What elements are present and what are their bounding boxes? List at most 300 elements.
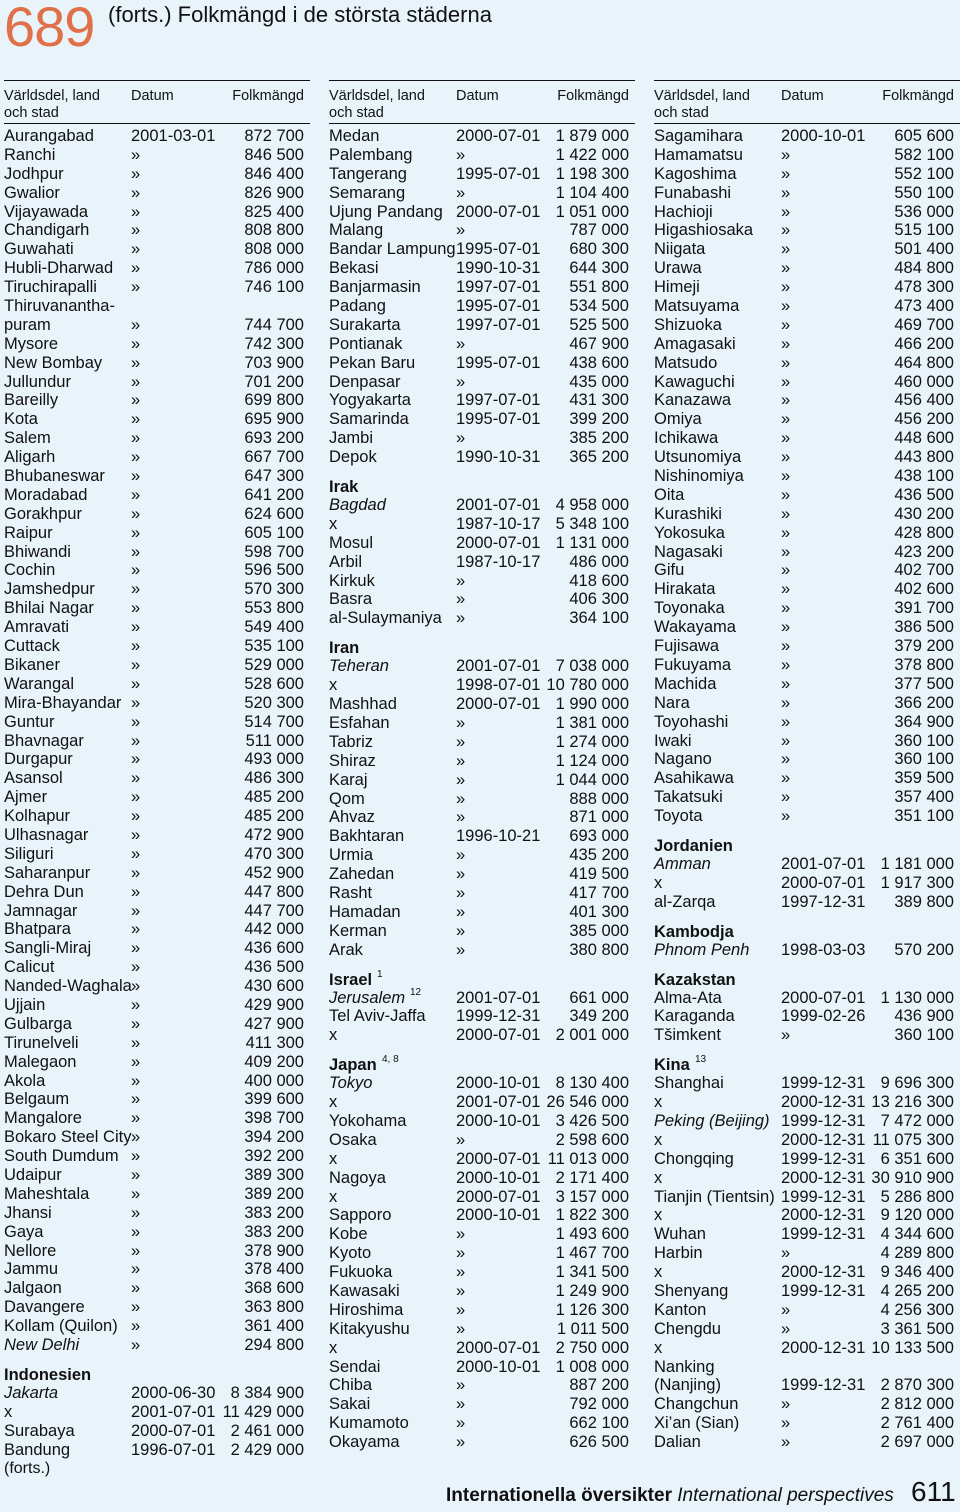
population-cell: 5 286 800 (880, 1187, 954, 1206)
date-cell: » (131, 221, 141, 240)
date-cell: 1995-07-01 (456, 164, 541, 183)
city-name: Yokosuka (654, 523, 725, 542)
city-name: Palembang (329, 145, 413, 164)
date-cell: » (781, 750, 791, 769)
table-row (654, 1206, 960, 1225)
date-cell: 1996-10-21 (456, 827, 541, 846)
population-cell: 9 346 400 (880, 1263, 954, 1282)
city-name: Changchun (654, 1395, 739, 1414)
table-row (329, 553, 635, 572)
city-name: Jodhpur (4, 164, 64, 183)
city-name: Kumamoto (329, 1414, 409, 1433)
city-name: x (654, 1130, 663, 1149)
date-cell: 2000-12-31 (781, 1206, 866, 1225)
population-cell: 667 700 (244, 448, 304, 467)
table-row (4, 769, 310, 788)
continued-note: (forts.) (4, 1460, 51, 1477)
date-cell: » (131, 1165, 141, 1184)
table-row (329, 316, 635, 335)
date-cell: » (131, 1184, 141, 1203)
table-row (329, 790, 635, 809)
population-cell: 436 600 (244, 939, 304, 958)
date-cell: 1999-12-31 (456, 1007, 541, 1026)
date-cell: » (456, 732, 466, 751)
header-date (456, 88, 499, 105)
city-name: Nanded-Waghala (4, 977, 132, 996)
city-name: Karaj (329, 770, 368, 789)
table-row (654, 637, 960, 656)
population-cell: 2 001 000 (555, 1026, 629, 1045)
date-cell: » (456, 865, 466, 884)
date-cell: 1999-12-31 (781, 1111, 866, 1130)
date-cell: » (131, 655, 141, 674)
population-cell: 360 100 (894, 731, 954, 750)
city-name: Akola (4, 1071, 46, 1090)
date-cell: » (781, 183, 791, 202)
population-cell: 825 400 (244, 202, 304, 221)
city-name: Oita (654, 485, 685, 504)
city-name: Hamamatsu (654, 145, 743, 164)
city-name: Higashiosaka (654, 221, 754, 240)
date-cell: » (781, 485, 791, 504)
table-row (4, 883, 310, 902)
city-name: Nagasaki (654, 542, 723, 561)
table-row (4, 486, 310, 505)
city-name: Bareilly (4, 391, 59, 410)
date-cell: » (456, 1319, 466, 1338)
country-heading (329, 636, 635, 657)
city-name: Osaka (329, 1130, 377, 1149)
footnote-marker: 12 (410, 986, 422, 998)
table-row (329, 733, 635, 752)
population-cell: 368 600 (244, 1279, 304, 1298)
population-cell: 1 011 500 (556, 1319, 629, 1338)
population-cell: 1 381 000 (555, 713, 629, 732)
country-heading (329, 968, 635, 989)
table-row (4, 958, 310, 977)
column-rows (329, 124, 635, 1452)
date-cell: » (456, 713, 466, 732)
table-row (329, 221, 635, 240)
population-cell: 1 126 300 (555, 1300, 629, 1319)
population-cell: 680 300 (569, 240, 629, 259)
population-cell: 443 800 (894, 448, 954, 467)
population-cell: 605 600 (894, 127, 954, 145)
population-cell: 30 910 900 (871, 1168, 954, 1187)
date-cell: » (781, 1244, 791, 1263)
city-name: Jamshedpur (4, 580, 95, 599)
population-cell: 380 800 (569, 940, 629, 959)
table-row (329, 146, 635, 165)
table-row (654, 1395, 960, 1414)
table-row (329, 986, 635, 1008)
date-cell: » (781, 259, 791, 278)
city-name: Hamadan (329, 902, 401, 921)
population-cell: 456 200 (894, 410, 954, 429)
city-name: Harbin (654, 1244, 703, 1263)
date-cell: » (131, 1279, 141, 1298)
city-name: Kobe (329, 1225, 368, 1244)
population-cell: 486 300 (244, 769, 304, 788)
population-cell: 699 800 (244, 391, 304, 410)
city-name: Surakarta (329, 315, 401, 334)
table-row (329, 1188, 635, 1207)
population-cell: 378 800 (894, 655, 954, 674)
country-heading (4, 1363, 310, 1384)
date-cell: » (781, 353, 791, 372)
table-row (4, 1185, 310, 1204)
header-date (131, 88, 174, 105)
date-cell: » (131, 467, 141, 486)
table-row (4, 259, 310, 278)
page-title: (forts.) Folkmängd i de största städerna (108, 2, 492, 27)
city-name: Dehra Dun (4, 882, 84, 901)
date-cell: » (131, 240, 141, 259)
population-cell: 1 044 000 (555, 770, 629, 789)
date-cell: » (781, 334, 791, 353)
header-city (329, 88, 453, 121)
table-row (4, 278, 310, 297)
population-cell: 742 300 (244, 334, 304, 353)
population-cell: 1 341 500 (555, 1263, 629, 1282)
city-name: Mosul (329, 533, 374, 552)
city-name: Sagamihara (654, 127, 743, 145)
date-cell: » (131, 202, 141, 221)
city-name: Kagoshima (654, 164, 737, 183)
country-heading (654, 968, 960, 989)
table-column-1 (4, 80, 310, 1459)
population-cell: 846 400 (244, 164, 304, 183)
table-row (4, 580, 310, 599)
date-cell: » (131, 523, 141, 542)
date-cell: 1997-07-01 (456, 391, 541, 410)
city-name: Mangalore (4, 1109, 82, 1128)
table-row (4, 864, 310, 883)
population-cell: 26 546 000 (546, 1093, 629, 1112)
table-row (654, 316, 960, 335)
city-name: Phnom Penh (654, 940, 750, 959)
city-name: Alma-Ata (654, 988, 722, 1007)
population-cell: 448 600 (894, 429, 954, 448)
date-cell: » (131, 901, 141, 920)
date-cell: » (781, 164, 791, 183)
city-name: Asahikawa (654, 769, 734, 788)
table-row (329, 590, 635, 609)
city-name: Bagdad (329, 496, 386, 515)
city-name: Jamnagar (4, 901, 78, 920)
city-name: Ujung Pandang (329, 202, 443, 221)
table-row (329, 846, 635, 865)
population-cell: 1 124 000 (555, 751, 629, 770)
population-cell: 11 013 000 (547, 1149, 629, 1168)
population-cell: 4 344 600 (880, 1225, 954, 1244)
table-row (4, 505, 310, 524)
city-name: Arbil (329, 552, 363, 571)
population-cell: 430 200 (894, 504, 954, 523)
table-row (329, 1131, 635, 1150)
city-name: Toyonaka (654, 599, 725, 618)
city-name: Jerusalem (329, 988, 406, 1007)
table-row (654, 1320, 960, 1339)
date-cell: » (131, 958, 141, 977)
table-row (654, 618, 960, 637)
date-cell: » (781, 693, 791, 712)
city-name: Chengdu (654, 1319, 721, 1338)
date-cell: » (131, 618, 141, 637)
city-name: Hubli-Dharwad (4, 259, 114, 278)
city-name: Kanton (654, 1300, 707, 1319)
table-row (4, 1034, 310, 1053)
table-row (329, 165, 635, 184)
population-cell: 792 000 (569, 1395, 629, 1414)
population-cell: 10 780 000 (546, 676, 629, 695)
table-row (654, 694, 960, 713)
table-row (329, 1282, 635, 1301)
date-cell: » (456, 1225, 466, 1244)
population-cell: 349 200 (569, 1007, 629, 1026)
date-cell: » (131, 693, 141, 712)
city-name: Guwahati (4, 240, 74, 259)
population-cell: 846 500 (244, 145, 304, 164)
population-cell: 399 200 (569, 410, 629, 429)
table-row (654, 1433, 960, 1452)
population-cell: 436 500 (244, 958, 304, 977)
city-name: Ulhasnagar (4, 825, 89, 844)
table-row (4, 1204, 310, 1223)
city-name: Pontianak (329, 334, 403, 353)
date-cell: » (456, 1395, 466, 1414)
city-name: Guntur (4, 712, 55, 731)
footer-title-swedish (446, 1485, 672, 1506)
date-cell: 1998-07-01 (456, 676, 541, 695)
footnote-marker: 4, 8 (382, 1054, 399, 1066)
table-row (329, 714, 635, 733)
date-cell: 2000-07-01 (456, 1026, 541, 1045)
date-cell: 1995-07-01 (456, 297, 541, 316)
city-name: Semarang (329, 183, 406, 202)
city-name: Kanazawa (654, 391, 732, 410)
date-cell: » (131, 580, 141, 599)
population-cell: 1 131 000 (555, 533, 629, 552)
date-cell: 2000-12-31 (781, 1263, 866, 1282)
city-name: Malang (329, 221, 384, 240)
date-cell: » (456, 921, 466, 940)
city-name: Bokaro Steel City (4, 1128, 132, 1147)
table-row (654, 184, 960, 203)
population-cell: 456 400 (894, 391, 954, 410)
population-cell: 485 200 (244, 807, 304, 826)
city-name: Shenyang (654, 1281, 729, 1300)
population-cell: 378 400 (244, 1260, 304, 1279)
city-name: Omiya (654, 410, 702, 429)
date-cell: » (456, 1244, 466, 1263)
population-cell: 2 761 400 (880, 1414, 954, 1433)
city-name: Amman (654, 854, 711, 873)
date-cell: » (131, 485, 141, 504)
population-cell: 452 900 (244, 863, 304, 882)
city-name: Surabaya (4, 1421, 75, 1440)
date-cell: » (456, 770, 466, 789)
date-cell: » (781, 1026, 791, 1045)
population-cell: 436 900 (894, 1007, 954, 1026)
table-row (329, 335, 635, 354)
city-name: Toyota (654, 807, 703, 826)
city-name: x (654, 1168, 663, 1187)
date-cell: 1999-12-31 (781, 1376, 866, 1395)
population-cell: 7 038 000 (555, 657, 629, 676)
population-cell: 351 100 (894, 807, 954, 826)
table-row (329, 657, 635, 676)
date-cell: 2000-10-01 (456, 1168, 541, 1187)
table-row (4, 543, 310, 562)
population-cell: 746 100 (244, 278, 304, 297)
city-name: Calicut (4, 958, 55, 977)
country-name: Kazakstan (654, 970, 736, 989)
table-row (4, 467, 310, 486)
city-name: Basra (329, 590, 373, 609)
table-row (654, 599, 960, 618)
date-cell: » (131, 183, 141, 202)
table-row (4, 750, 310, 769)
population-cell: 553 800 (244, 599, 304, 618)
table-row (654, 221, 960, 240)
city-name: Sakai (329, 1395, 371, 1414)
city-name: Hachioji (654, 202, 713, 221)
table-row (4, 373, 310, 392)
date-cell: 2000-07-01 (456, 127, 541, 145)
table-row (654, 874, 960, 893)
table-row (4, 939, 310, 958)
table-row (4, 1090, 310, 1109)
column-rows (4, 124, 310, 1459)
population-cell: 626 500 (569, 1433, 629, 1452)
table-row (4, 1072, 310, 1091)
date-cell: » (781, 731, 791, 750)
table-row (654, 1414, 960, 1433)
date-cell: 1999-12-31 (781, 1074, 866, 1093)
population-cell: 605 100 (244, 523, 304, 542)
date-cell: » (781, 807, 791, 826)
population-cell: 8 384 900 (230, 1383, 304, 1402)
table-row (329, 941, 635, 960)
population-cell: 383 200 (244, 1203, 304, 1222)
city-name: South Dumdum (4, 1147, 119, 1166)
table-row (654, 297, 960, 316)
table-row (4, 732, 310, 751)
date-cell: » (131, 939, 141, 958)
population-cell: 383 200 (244, 1222, 304, 1241)
date-cell: » (131, 844, 141, 863)
city-name: Peking (Beijing) (654, 1111, 770, 1130)
population-cell: 662 100 (569, 1414, 629, 1433)
population-cell: 888 000 (569, 789, 629, 808)
population-cell: 641 200 (244, 485, 304, 504)
table-row (654, 941, 960, 960)
table-row (4, 807, 310, 826)
population-cell: 363 800 (244, 1298, 304, 1317)
date-cell: 1995-07-01 (456, 240, 541, 259)
date-cell: 2000-07-01 (456, 1187, 541, 1206)
city-name: Aurangabad (4, 127, 94, 145)
population-cell: 6 351 600 (880, 1149, 954, 1168)
date-cell: » (131, 164, 141, 183)
table-row (654, 1358, 960, 1377)
city-name: Depok (329, 448, 377, 467)
city-name: Udaipur (4, 1165, 62, 1184)
date-cell: » (456, 1281, 466, 1300)
table-row (329, 1320, 635, 1339)
date-cell: 1999-12-31 (781, 1225, 866, 1244)
table-row (329, 865, 635, 884)
table-row (654, 1244, 960, 1263)
date-cell: 2000-07-01 (456, 1149, 541, 1168)
city-name: Vijayawada (4, 202, 89, 221)
city-name: x (654, 1093, 663, 1112)
date-cell: » (781, 788, 791, 807)
table-row (4, 920, 310, 939)
table-row (654, 203, 960, 222)
population-cell: 534 500 (569, 297, 629, 316)
date-cell: 2000-10-01 (456, 1111, 541, 1130)
population-cell: 1 990 000 (555, 695, 629, 714)
table-row (329, 184, 635, 203)
date-cell: » (781, 297, 791, 316)
table-row (329, 496, 635, 515)
column-rows (654, 124, 960, 1452)
population-cell: 808 000 (244, 240, 304, 259)
city-name: Dalian (654, 1433, 701, 1452)
date-cell: » (131, 769, 141, 788)
city-name: Salem (4, 429, 51, 448)
population-cell: 442 000 (244, 920, 304, 939)
city-name: Yokohama (329, 1111, 407, 1130)
date-cell: » (131, 372, 141, 391)
population-cell: 1 181 000 (880, 854, 954, 873)
date-cell: » (131, 1052, 141, 1071)
table-row (4, 826, 310, 845)
city-name: Moradabad (4, 485, 88, 504)
city-name: Wakayama (654, 618, 736, 637)
table-row (654, 1376, 960, 1395)
date-cell: 2000-10-01 (781, 127, 866, 145)
country-name: Kina (654, 1056, 690, 1075)
population-cell: 1 917 300 (880, 873, 954, 892)
city-name: Shanghai (654, 1074, 724, 1093)
population-cell: 647 300 (244, 467, 304, 486)
population-cell: 703 900 (244, 353, 304, 372)
population-cell: 871 000 (569, 808, 629, 827)
table-row (654, 713, 960, 732)
table-row (329, 1358, 635, 1377)
table-row (4, 429, 310, 448)
population-cell: 493 000 (244, 750, 304, 769)
table-row (329, 1206, 635, 1225)
city-name: Jambi (329, 429, 374, 448)
table-row (4, 203, 310, 222)
table-row (654, 505, 960, 524)
city-name: Tangerang (329, 164, 407, 183)
population-cell: 1 008 000 (555, 1357, 629, 1376)
table-row (4, 1298, 310, 1317)
table-row (4, 845, 310, 864)
table-row (329, 1112, 635, 1131)
table-row (329, 240, 635, 259)
city-name: Nellore (4, 1241, 57, 1260)
date-cell: » (131, 1260, 141, 1279)
date-cell: 1999-02-26 (781, 1007, 866, 1026)
table-row (654, 656, 960, 675)
population-cell: 469 700 (894, 315, 954, 334)
